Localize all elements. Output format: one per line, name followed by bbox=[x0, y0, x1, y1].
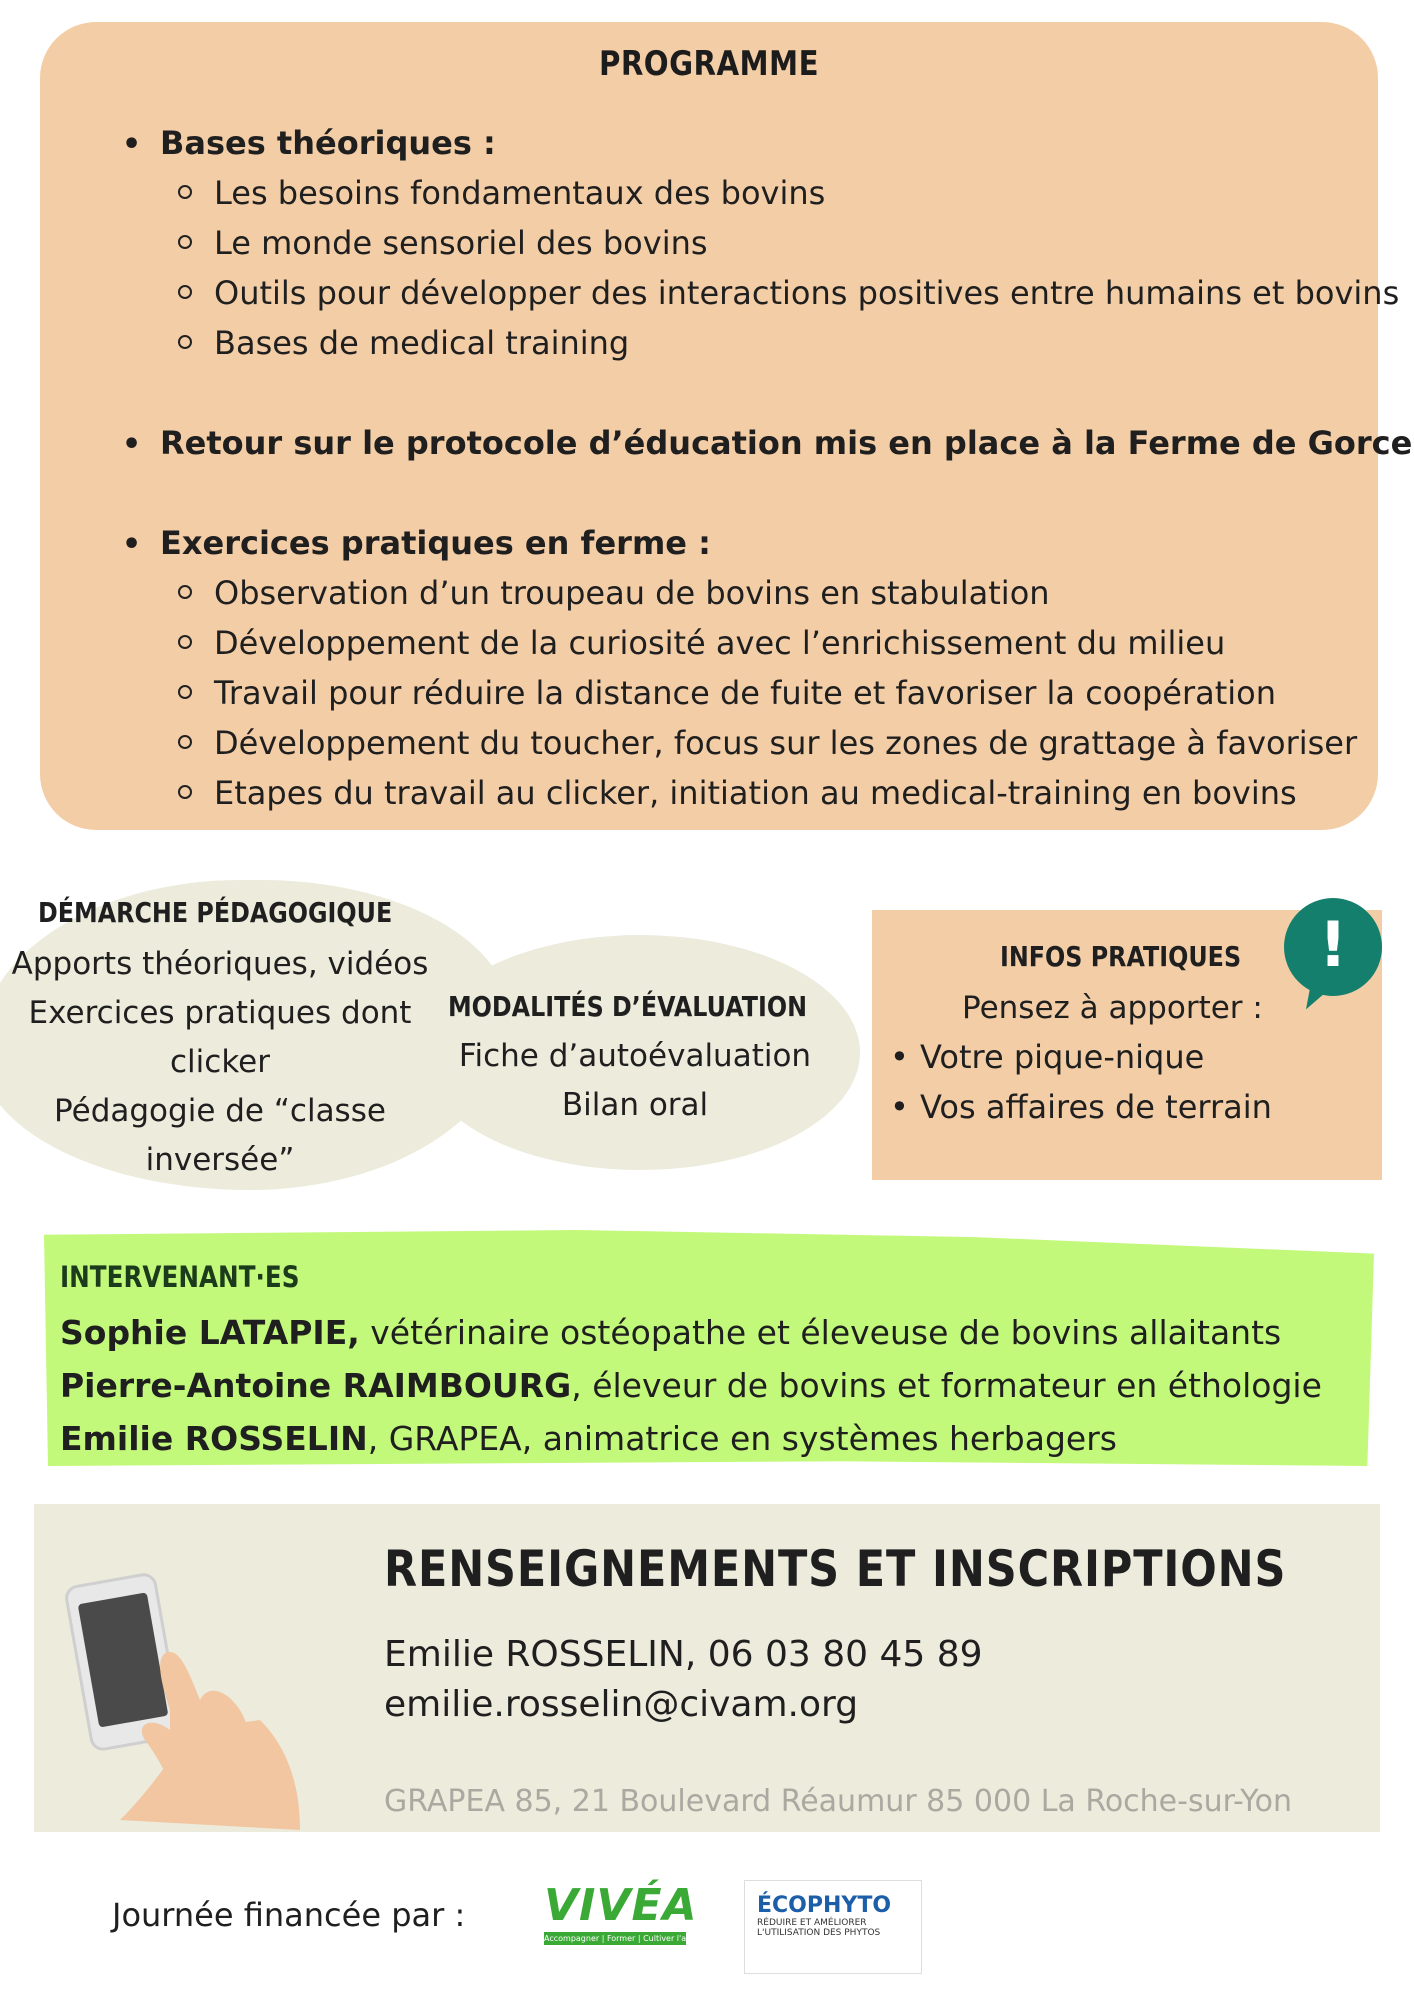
contact-line: Emilie ROSSELIN, 06 03 80 45 89 bbox=[384, 1634, 983, 1675]
list-item: Les besoins fondamentaux des bovins bbox=[178, 168, 825, 218]
intervenant-row: Sophie LATAPIE, vétérinaire ostéopathe et éleveuse de bovins allaitants bbox=[60, 1313, 1282, 1352]
list-item: Observation d’un troupeau de bovins en stabulation bbox=[178, 568, 1050, 618]
circle-bullet-icon bbox=[178, 635, 192, 649]
intervenants-title: INTERVENANT·ES bbox=[60, 1260, 300, 1294]
section-exercices-pratiques: • Exercices pratiques en ferme : bbox=[122, 518, 711, 570]
renseignements-title: RENSEIGNEMENTS ET INSCRIPTIONS bbox=[384, 1540, 1287, 1598]
address: GRAPEA 85, 21 Boulevard Réaumur 85 000 La Roche-sur-Yon bbox=[384, 1784, 1292, 1819]
intervenant-row: Pierre-Antoine RAIMBOURG, éleveur de bovins et formateur en éthologie bbox=[60, 1366, 1322, 1405]
email-link[interactable]: emilie.rosselin@civam.org bbox=[384, 1684, 859, 1725]
section-retour-protocole: • Retour sur le protocole d’éducation mis en place à la Ferme de Gorce bbox=[122, 418, 1412, 470]
list-item: Travail pour réduire la distance de fuite et favoriser la coopération bbox=[178, 668, 1276, 718]
section-bases-theoriques: • Bases théoriques : bbox=[122, 118, 496, 170]
infos-intro: Pensez à apporter : bbox=[962, 990, 1263, 1026]
modalites-text: Fiche d’autoévaluation Bilan oral bbox=[458, 1038, 812, 1123]
list-item: Outils pour développer des interactions positives entre humains et bovins bbox=[178, 268, 1399, 318]
list-item: Bases de medical training bbox=[178, 318, 629, 368]
programme-panel bbox=[40, 22, 1413, 830]
infos-title: INFOS PRATIQUES bbox=[1000, 940, 1242, 973]
circle-bullet-icon bbox=[178, 185, 192, 199]
list-item: • Vos affaires de terrain bbox=[890, 1088, 1272, 1126]
circle-bullet-icon bbox=[178, 735, 192, 749]
list-item: Le monde sensoriel des bovins bbox=[178, 218, 708, 268]
circle-bullet-icon bbox=[178, 585, 192, 599]
footer-funding-text: Journée financée par : bbox=[112, 1896, 466, 1934]
exclamation-icon: ! bbox=[1318, 908, 1348, 981]
list-item: • Votre pique-nique bbox=[890, 1038, 1205, 1076]
circle-bullet-icon bbox=[178, 785, 192, 799]
circle-bullet-icon bbox=[178, 335, 192, 349]
list-item: Développement de la curiosité avec l’enrichissement du milieu bbox=[178, 618, 1225, 668]
vivea-logo: VIVÉA Accompagner | Former | Cultiver l'avenir bbox=[544, 1880, 707, 1943]
ecophyto-logo: ÉCOPHYTO RÉDUIRE ET AMÉLIORER L'UTILISATION DES PHYTOS bbox=[744, 1880, 922, 1974]
circle-bullet-icon bbox=[178, 235, 192, 249]
demarche-title: DÉMARCHE PÉDAGOGIQUE bbox=[38, 896, 393, 929]
circle-bullet-icon bbox=[178, 285, 192, 299]
list-item: Développement du toucher, focus sur les zones de grattage à favoriser bbox=[178, 718, 1357, 768]
intervenant-row: Emilie ROSSELIN, GRAPEA, animatrice en systèmes herbagers bbox=[60, 1419, 1117, 1458]
phone-hand-icon bbox=[60, 1560, 300, 1830]
modalites-title: MODALITÉS D’ÉVALUATION bbox=[448, 990, 808, 1023]
programme-title: PROGRAMME bbox=[599, 44, 819, 84]
demarche-text: Apports théoriques, vidéos Exercices pratiques dont clicker Pédagogie de “classe inversée” bbox=[11, 946, 429, 1178]
circle-bullet-icon bbox=[178, 685, 192, 699]
list-item: Etapes du travail au clicker, initiation au medical-training en bovins bbox=[178, 768, 1297, 818]
